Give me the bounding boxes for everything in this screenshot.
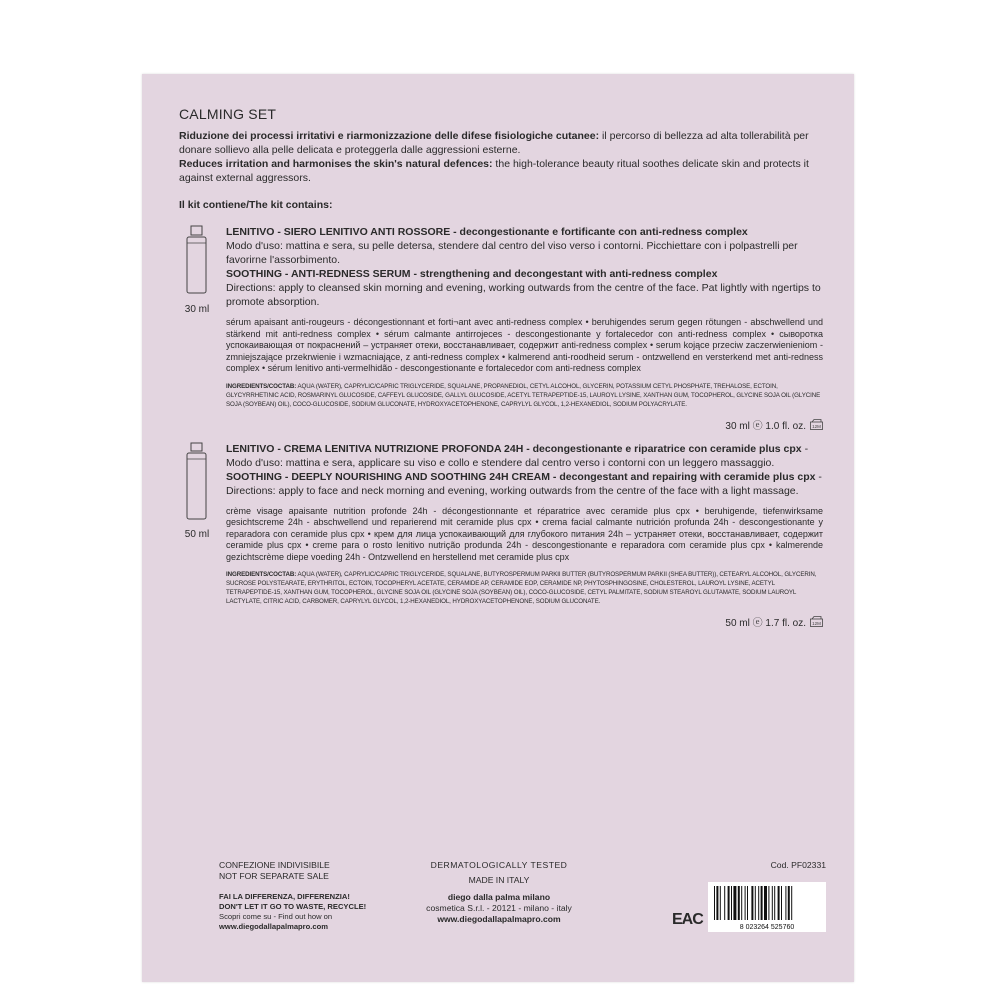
cream-english-body: -Directions: apply to face and neck morning and evening, working outwards from the centre of the face with a light massage. [226, 470, 822, 497]
recycle-find-out: Scopri come su - Find out how on [219, 912, 333, 921]
serum-english-body: Directions: apply to cleansed skin morning and evening, working outwards from the centre of the face. Pat lightly with ngertips to promote absorption. [226, 282, 821, 308]
serum-ingredients [226, 382, 823, 409]
intro-italian-rest: il percorso di bellezza ad alta tollerabilità per donare sollievo alla pelle delicata e proteggerla dalle aggressioni esterne. [179, 130, 809, 156]
brand-website: www.diegodallapalmapro.com [437, 914, 561, 924]
serum-size: 30 ml ⓔ 1.0 fl. oz. [725, 420, 806, 432]
serum-bottle [182, 225, 212, 315]
bottle-icon [182, 225, 212, 297]
serum-italian-body: Modo d'uso: mattina e sera, su pelle detersa, stendere dal centro del viso verso i contorni. Picchiettare con i polpastrelli per favorirne l'assorbimento. [226, 240, 798, 266]
set-title: CALMING SET [179, 106, 277, 122]
company-address: cosmetica S.r.l. - 20121 - milano - italy [426, 903, 572, 913]
cream-translations: crème visage apaisante nutrition profonde 24h - décongestionnante et réparatrice avec ceramide plus cpx • beruhigende, tiefenwirksame gesichtscreme 24h - abschwellend und reparierend mit ceramide plus cpx • crema facial calmante nutrición profunda 24h - descongestionante y reparadora con ceramide plus cpx • крем для лица успокаивающий для глубокого питания 24h – устраняет отеки, восстанавливает, содержит ceramide plus cpx • creme para o rosto lenitivo nutrição produnda 24h - descongestionante e reparadora com ceramide plus cpx • kalmerende gezichtscrème diepe voeding 24h - Ontzwellend en herstellend met ceramide plus cpx [226, 505, 823, 562]
not-separate-en: NOT FOR SEPARATE SALE [219, 871, 329, 881]
recycle-it: FAI LA DIFFERENZA, DIFFERENZIA! [219, 892, 350, 901]
serum-ingredients-list: AQUA (WATER), CAPRYLIC/CAPRIC TRIGLYCERIDE, SQUALANE, PROPANEDIOL, CETYL ALCOHOL, GLYCERIN, POTASSIUM CETYL PHOSPHATE, TREHALOSE, ECTOIN, GLYCYRRHETINIC ACID, ROSMARINYL GLUCOSIDE, CAFFEYL GLUCOSIDE, GALLYL GLUCOSIDE, ACETYL TETRAPEPTIDE-15, LAUROYL LYSINE, XANTHAN GUM, TOCOPHEROL, GLYCINE SOJA OIL (GLYCINE SOJA (SOYBEAN) OIL), COCO-GLUCOSIDE, SODIUM GLUCONATE, HYDROXYACETOPHENONE, CAPRYLYL GLYCOL, 1,2-HEXANEDIOL, SODIUM POLYACRYLATE. [226, 382, 821, 408]
pao-jar-icon [810, 419, 823, 430]
intro-italian-bold: Riduzione dei processi irritativi e riarmonizzazione delle difese fisiologiche cutanee: [179, 130, 600, 142]
cream-size: 50 ml ⓔ 1.7 fl. oz. [725, 618, 806, 629]
pao-label: 12M [812, 621, 821, 626]
product-code: Cod. PF02331 [770, 860, 826, 870]
footer-center [404, 860, 594, 925]
cream-bottle [182, 442, 212, 540]
cream-english [226, 470, 823, 498]
cream-ingredients-label: INGREDIENTS/COCTAB: [226, 571, 297, 578]
recycle-website: www.diegodallapalmapro.com [219, 922, 329, 931]
barcode [708, 882, 826, 934]
cream-italian [226, 442, 823, 470]
bottle-icon [182, 442, 212, 522]
recycle-en: DON'T LET IT GO TO WASTE, RECYCLE! [219, 902, 367, 911]
intro-english [179, 157, 823, 185]
serum-ingredients-label: INGREDIENTS/COCTAB: [226, 382, 297, 390]
eac-mark: EAC [672, 911, 703, 928]
panel-content [179, 106, 823, 639]
product-cream [179, 442, 823, 630]
cream-ingredients-list: AQUA (WATER), CAPRYLIC/CAPRIC TRIGLYCERIDE, SQUALANE, BUTYROSPERMUM PARKII BUTTER (BUTYROSPERMUM PARKII (SHEA BUTTER)), CETEARYL ALCOHOL, GLYCERIN, SUCROSE POLYSTEARATE, ERYTHRITOL, ECTOIN, TOCOPHERYL ACETATE, CERAMIDE AP, CERAMIDE EOP, CERAMIDE NP, PHYTOSPHINGOSINE, CHOLESTEROL, LAUROYL LYSINE, ACETYL TETRAPEPTIDE-15, XANTHAN GUM, TOCOPHEROL, GLYCINE SOJA OIL (GLYCINE SOJA (SOYBEAN) OIL), COCO-GLUCOSIDE, CETYL PALMITATE, SODIUM STEAROYL GLUTAMATE, SODIUM LAUROYL LACTYLATE, CITRIC ACID, CARBOMER, CAPRYLYL GLYCOL, 1,2-HEXANEDIOL, HYDROXYACETOPHENONE, SODIUM GLUCONATE. [226, 571, 817, 605]
serum-english-heading: SOOTHING - ANTI-REDNESS SERUM - strengthening and decongestant with anti-redness complex [226, 268, 718, 280]
product-serum [179, 225, 823, 432]
derm-tested: DERMATOLOGICALLY TESTED [430, 860, 568, 870]
cream-volume-label: 50 ml [184, 528, 210, 540]
serum-italian-heading: LENITIVO - SIERO LENITIVO ANTI ROSSORE - decongestionante e fortificante con anti-redness complex [226, 226, 748, 238]
footer-right [708, 860, 826, 934]
footer-left [219, 860, 419, 932]
cream-english-heading: SOOTHING - DEEPLY NOURISHING AND SOOTHING 24H CREAM - decongestant and repairing with ceramide plus cpx [226, 470, 816, 483]
barcode-digits: 8 023264 525760 [739, 924, 795, 931]
intro-text [179, 129, 823, 185]
intro-italian [179, 129, 823, 157]
serum-size-row [226, 417, 823, 432]
brand-name: diego dalla palma milano [447, 892, 551, 902]
serum-volume-label: 30 ml [184, 304, 210, 315]
cream-italian-body: - Modo d'uso: mattina e sera, applicare su viso e collo e stendere dal centro verso i contorni con un leggero massaggio. [226, 442, 809, 469]
serum-italian [226, 225, 823, 267]
kit-contents-title: Il kit contiene/The kit contains: [179, 199, 333, 211]
barcode-icon [708, 882, 826, 932]
pao-jar-icon [810, 616, 823, 627]
intro-english-rest: the high-tolerance beauty ritual soothes delicate skin and protects it against external aggressors. [179, 158, 809, 184]
package-back-panel [142, 74, 854, 982]
made-in-italy: MADE IN ITALY [468, 875, 530, 885]
pao-label: 12M [812, 423, 821, 429]
not-separate-it: CONFEZIONE INDIVISIBILE [219, 860, 330, 870]
serum-translations: sérum apaisant anti-rougeurs - décongestionnant et forti¬ant avec anti-redness complex • beruhigendes serum gegen rötungen - abschwellend und stärkend mit anti-redness complex • sérum calmante antirrojeces - descongestionante y fortalecedor con anti-redness complex • сыворотка успокаивающая от покраснений – устраняет отеки, восстанавливает, содержит anti-redness complex • serum kojące przeciw zaczerwienieniom - zmniejszające przekrwienie i wzmacniające, z anti-redness complex • kalmerend anti-roodheid serum - ontzwellend en versterkend met anti-redness complex • sérum lenitivo anti-vermelhidão - descongestionante e fortalecedor com anti-redness complex [226, 317, 823, 373]
intro-english-bold: Reduces irritation and harmonises the skin's natural defences: [179, 158, 493, 170]
cream-size-row [226, 614, 823, 629]
cream-italian-heading: LENITIVO - CREMA LENITIVA NUTRIZIONE PROFONDA 24H - decongestionante e riparatrice con ceramide plus cpx [226, 442, 802, 455]
cream-ingredients [226, 570, 823, 606]
serum-english [226, 267, 823, 309]
